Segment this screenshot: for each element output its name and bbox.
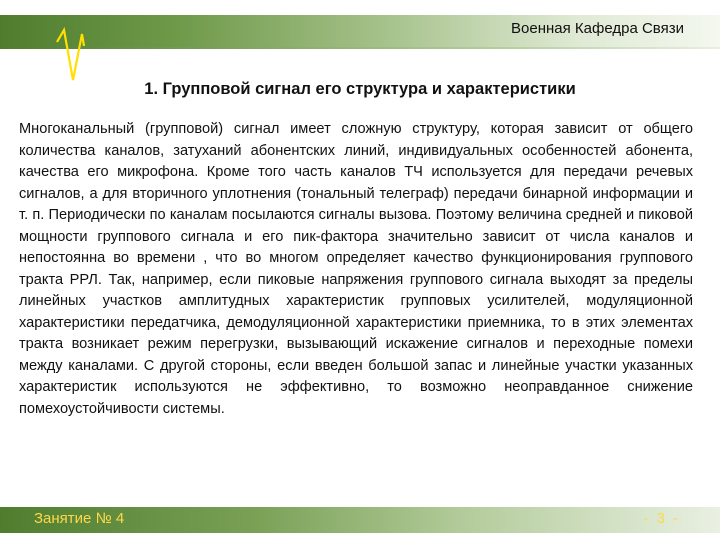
header-divider [0,47,720,49]
footer-lesson-label: Занятие № 4 [34,510,125,527]
slide-body-text: Многоканальный (групповой) сигнал имеет сложную структуру, которая зависит от общего количества каналов, затуханий абонентских линий, индивидуальных особенностей абонента, качества его микрофона. Кроме того часть каналов ТЧ используется для передачи речевых сигналов, а для вторичного уплотнения (тональный телеграф) передачи бинарной информации и т. п. Периодически по каналам посылаются сигналы вызова. Поэтому величина средней и пиковой мощности группового сигнала и его пик-фактора значительно зависит от числа каналов и непостоянна во времени , что во многом определяет качество функционирования группового тракта РРЛ. Так, например, если пиковые напряжения группового сигнала выходят за пределы линейных участков амплитудных характеристик групповых усилителей, модуляционной характеристики передатчика, демодуляционной характеристики приемника, то в этих элементах тракта возникает режим перегрузки, вызывающий искажение сигналов и переходные помехи между каналами. С другой стороны, если введен большой запас и линейные участки указанных характеристик используются не эффективно, то возможно неоправданное снижение помехоустойчивости системы. [19,121,693,417]
slide-title: 1. Групповой сигнал его структура и характеристики [144,80,576,98]
header-title: Военная Кафедра Связи [511,20,684,37]
footer-page-number: - 3 - [643,510,680,527]
lightning-bolt-icon [55,12,85,88]
